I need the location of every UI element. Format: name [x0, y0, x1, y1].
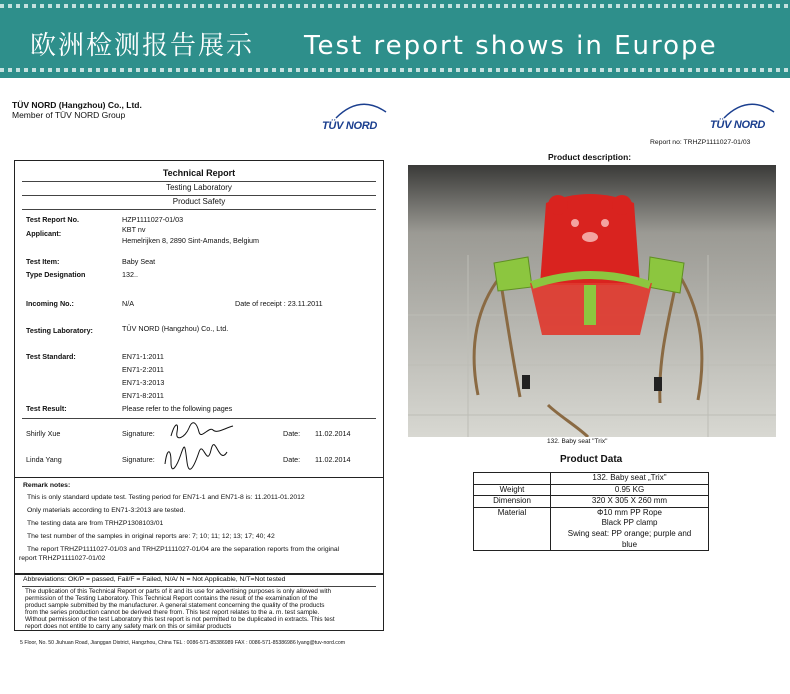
- test-item-label: Test Item:: [26, 257, 60, 266]
- standard-2: EN71-2:2011: [122, 365, 164, 374]
- banner-title: [30, 25, 718, 62]
- legend-box: [14, 573, 384, 631]
- material-line: Swing seat: PP orange; purple and: [567, 528, 692, 538]
- report-number-header: Report no: TRHZP1111027-01/03: [650, 139, 751, 146]
- table-row: [474, 484, 709, 496]
- report-subtitle-1: Testing Laboratory: [166, 183, 232, 192]
- signature-1-image: [167, 420, 237, 442]
- banner-top-stripe: [0, 4, 790, 8]
- signer-1-date: 11.02.2014: [315, 429, 351, 438]
- signer-2-sig-label: Signature:: [122, 455, 155, 464]
- footer-address: 5 Floor, No. 50 Jiuhuan Road, Jianggan District, Hangzhou, China TEL : 0086-571-85386989 FAX : 0086-571-85386986 lyang@tuv-nord.com: [20, 640, 346, 646]
- applicant-name: KBT nv: [122, 225, 146, 234]
- abbreviations: Abbreviations: OK/P = passed, Fail/F = Failed, N/A/ N = Not Applicable, N/T=Not tested: [23, 576, 286, 583]
- disclaimer-line: from the series production cannot be derived there from. This test report relates to the a. m. test sample.: [25, 609, 320, 616]
- photo-caption: 132. Baby seat "Trix": [547, 438, 608, 445]
- dimension-cell: 320 X 305 X 260 mm: [551, 496, 709, 508]
- remark-line: The report TRHZP1111027-01/03 and TRHZP1111027-01/04 are the separation reports from the original: [27, 546, 340, 553]
- table-cell: [474, 473, 551, 485]
- banner-title-en: Test report shows in Europe: [304, 31, 718, 61]
- product-data-title: Product Data: [560, 454, 623, 465]
- divider: [22, 195, 376, 196]
- company-name: TÜV NORD (Hangzhou) Co., Ltd.: [12, 100, 142, 110]
- table-row: [474, 507, 709, 550]
- signature-2-image: [161, 444, 231, 472]
- material-cell: [551, 507, 709, 550]
- weight-cell: 0.95 KG: [551, 484, 709, 496]
- type-designation-label: Type Designation: [26, 270, 86, 279]
- standard-3: EN71-3:2013: [122, 378, 165, 387]
- banner-title-cn: 欧洲检测报告展示: [30, 31, 255, 61]
- disclaimer-line: Without permission of the test Laboratory this test report is not permitted to be duplicated in extracts. This test: [25, 616, 335, 623]
- signer-1-name: Shirlly Xue: [26, 429, 61, 438]
- logo-arc-left: [330, 96, 390, 122]
- type-designation-value: 132..: [122, 270, 138, 279]
- table-row: [474, 496, 709, 508]
- applicant-address: Hemelrijken 8, 2890 Sint-Amands, Belgium: [122, 236, 260, 245]
- standard-4: EN71-8:2011: [122, 391, 164, 400]
- disclaimer-line: permission of the Testing Laboratory. This Technical Report contains the result of the examination of the: [25, 595, 318, 602]
- divider: [22, 209, 376, 210]
- report-title: Technical Report: [162, 168, 236, 178]
- report-subtitle-2: Product Safety: [172, 197, 226, 206]
- dimension-label-cell: Dimension: [474, 496, 551, 508]
- signer-1-date-label: Date:: [283, 429, 301, 438]
- report-no-value: HZP1111027-01/03: [122, 215, 184, 224]
- product-description-heading: Product description:: [548, 152, 632, 162]
- remark-line: This is only standard update test. Testing period for EN71-1 and EN71-8 is: 11.2011-01.2012: [27, 494, 305, 501]
- date-of-receipt: Date of receipt : 23.11.2011: [235, 299, 323, 308]
- table-row: [474, 473, 709, 485]
- product-name-cell: 132. Baby seat „Trix": [551, 473, 709, 485]
- divider: [22, 181, 376, 182]
- weight-label-cell: Weight: [474, 484, 551, 496]
- banner-bottom-stripe: [0, 68, 790, 72]
- applicant-label: Applicant:: [26, 229, 62, 238]
- material-line: blue: [621, 539, 638, 549]
- remarks-title: Remark notes:: [23, 482, 71, 489]
- disclaimer-line: The duplication of this Technical Report or parts of it and its use for advertising purposes is only allowed with: [25, 588, 332, 595]
- technical-report-box: [14, 160, 384, 478]
- divider: [22, 418, 376, 419]
- report-no-label: Test Report No.: [26, 215, 79, 224]
- remark-line: report TRHZP1111027-01/02: [19, 555, 106, 562]
- disclaimer-line: product sample submitted by the manufacturer. A general statement concerning the quality of the products: [25, 602, 325, 609]
- material-label-cell: Material: [474, 507, 551, 550]
- test-standard-label: Test Standard:: [26, 352, 76, 361]
- test-result-label: Test Result:: [26, 404, 67, 413]
- test-result-value: Please refer to the following pages: [122, 404, 233, 413]
- material-line: Φ10 mm PP Rope: [597, 507, 662, 517]
- remark-line: Only materials according to EN71-3:2013 are tested.: [27, 507, 186, 514]
- incoming-no-label: Incoming No.:: [26, 299, 74, 308]
- remark-line: The testing data are from TRHZP1308103/01: [27, 520, 164, 527]
- tuv-logo-left: TÜV NORD: [322, 120, 378, 132]
- tuv-logo-right: TÜV NORD: [710, 119, 766, 131]
- remarks-box: [14, 477, 384, 575]
- testing-lab-label: Testing Laboratory:: [26, 326, 93, 335]
- signer-2-date: 11.02.2014: [315, 455, 351, 464]
- signer-2-name: Linda Yang: [26, 455, 62, 464]
- product-data-table: [473, 472, 709, 551]
- test-item-value: Baby Seat: [122, 257, 156, 266]
- product-photo: [408, 165, 776, 437]
- signer-1-sig-label: Signature:: [122, 429, 155, 438]
- standard-1: EN71-1:2011: [122, 352, 164, 361]
- divider: [22, 586, 376, 587]
- testing-lab-value: TÜV NORD (Hangzhou) Co., Ltd.: [122, 324, 229, 333]
- banner: [0, 0, 790, 78]
- incoming-no-value: N/A: [122, 299, 134, 308]
- material-line: Black PP clamp: [601, 518, 658, 528]
- company-member: Member of TÜV NORD Group: [12, 110, 126, 120]
- remark-line: The test number of the samples in original reports are: 7; 10; 11; 12; 13; 17; 40; 42: [27, 533, 275, 540]
- signer-2-date-label: Date:: [283, 455, 301, 464]
- disclaimer-line: report does not entitle to carry any safety mark on this or similar products: [25, 623, 232, 630]
